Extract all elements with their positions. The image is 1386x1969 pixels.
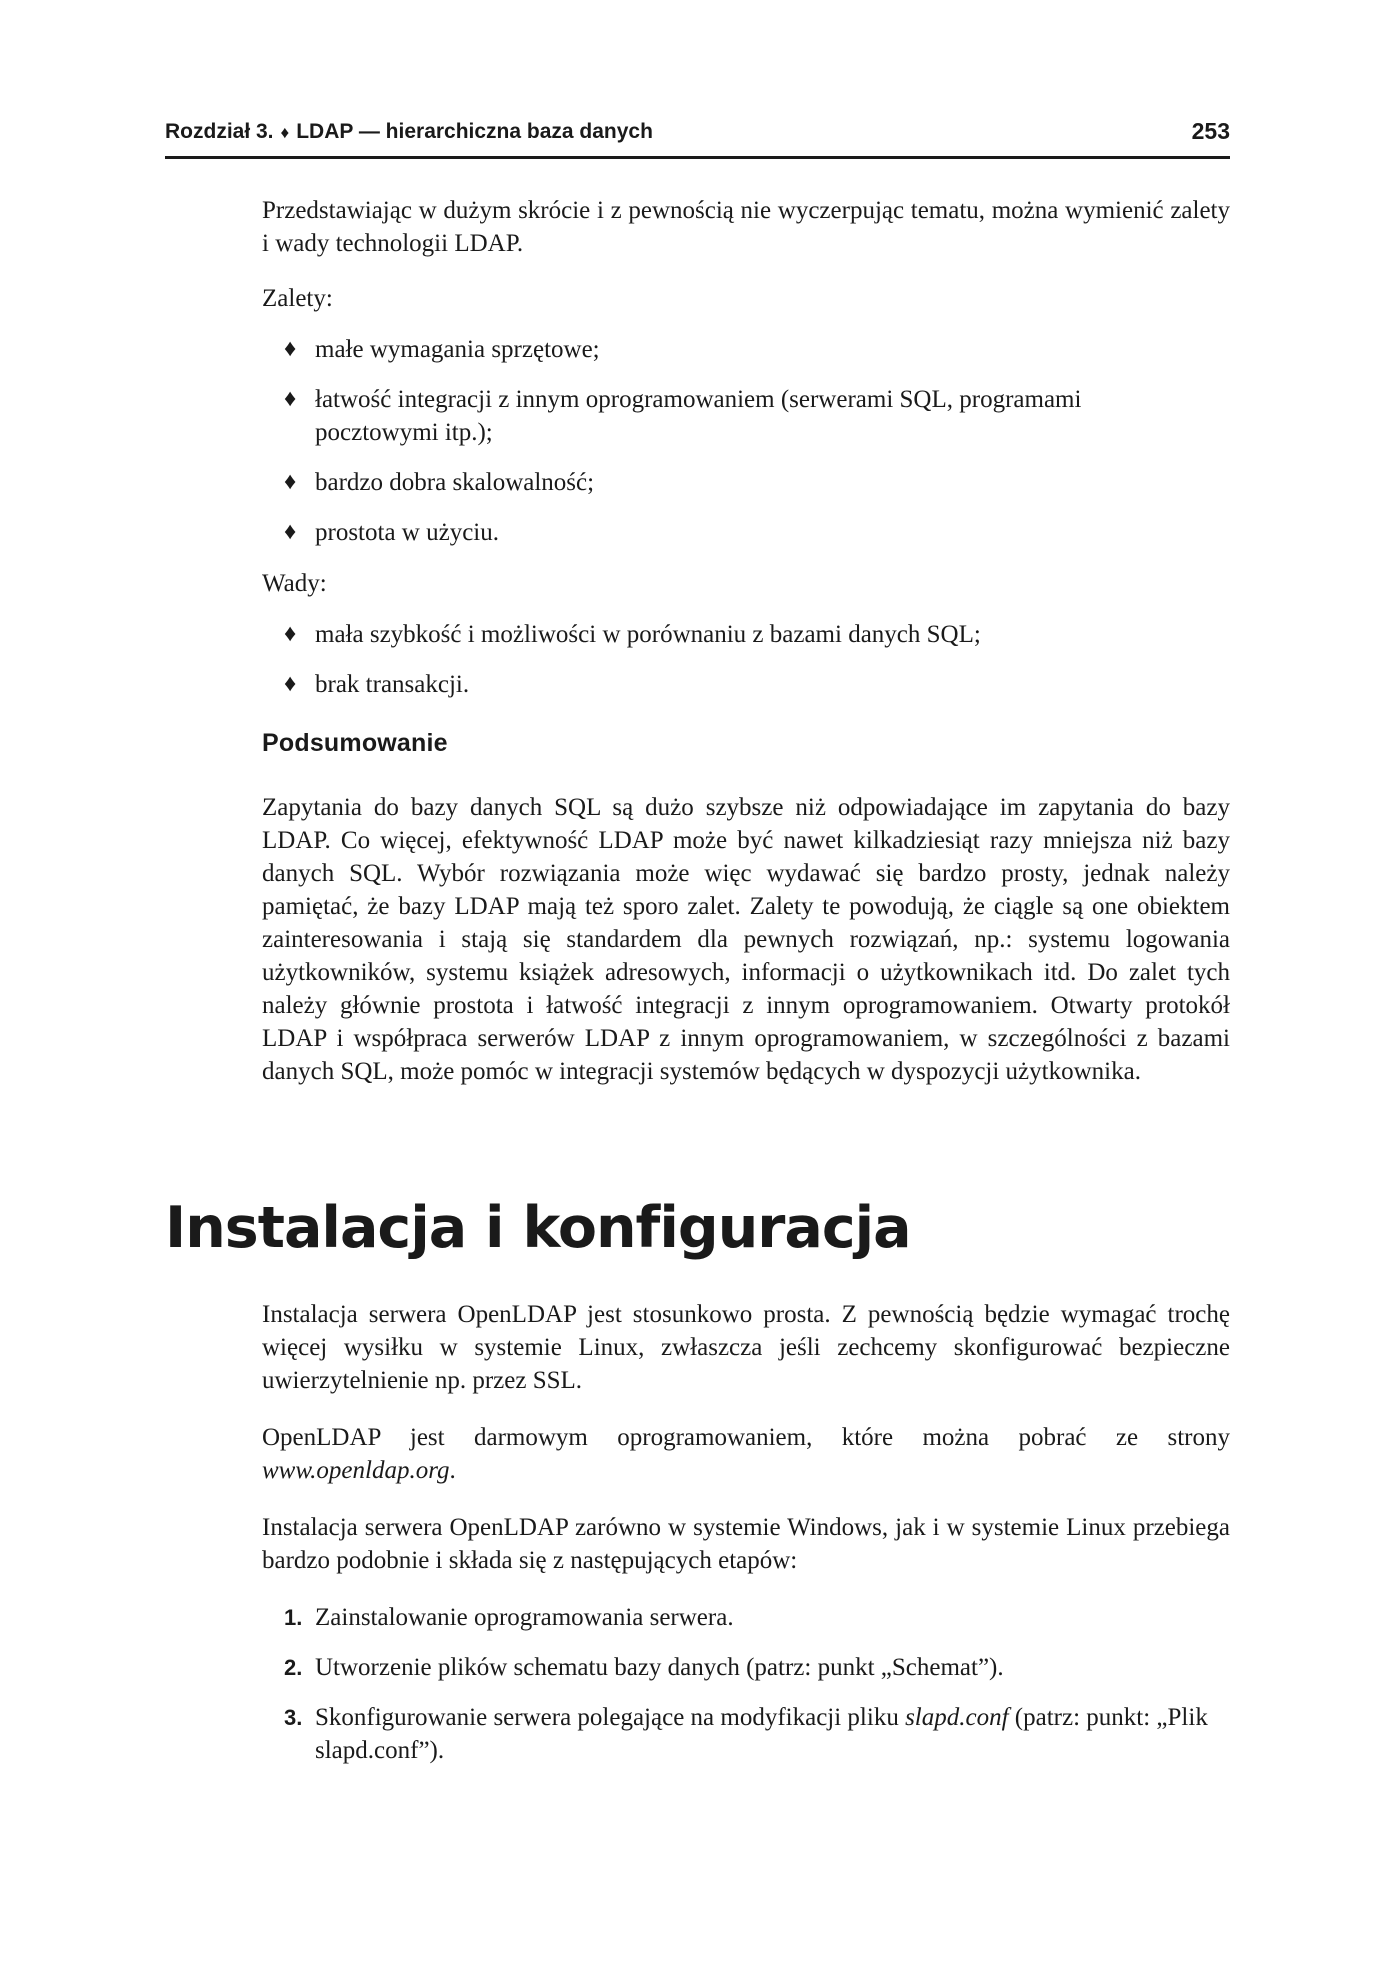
list-item: ♦ mała szybkość i możliwości w porównaniu z bazami danych SQL; bbox=[262, 618, 1230, 651]
pros-label: Zalety: bbox=[262, 285, 333, 312]
list-item: ♦ łatwość integracji z innym oprogramowaniem (serwerami SQL, programami pocztowymi itp.); bbox=[262, 383, 1230, 449]
filename-italic: slapd.conf bbox=[905, 1704, 1009, 1731]
cons-label: Wady: bbox=[262, 570, 327, 597]
openldap-url: www.openldap.org bbox=[262, 1457, 450, 1484]
list-item: 1. Zainstalowanie oprogramowania serwera. bbox=[262, 1601, 1230, 1634]
list-item: ♦ bardzo dobra skalowalność; bbox=[262, 466, 1230, 499]
install-paragraph-3: Instalacja serwera OpenLDAP zarówno w systemie Windows, jak i w systemie Linux przebiega bardzo podobnie i składa się z następujących etapów: bbox=[262, 1514, 1230, 1574]
list-item: ♦ małe wymagania sprzętowe; bbox=[262, 333, 1230, 366]
diamond-bullet-icon: ♦ bbox=[284, 386, 297, 412]
diamond-bullet-icon: ♦ bbox=[284, 519, 297, 545]
diamond-separator-icon: ♦ bbox=[280, 123, 290, 142]
running-header bbox=[165, 116, 1230, 159]
list-item: 3. Skonfigurowanie serwera polegające na modyfikacji pliku slapd.conf (patrz: punkt: „Plik slapd.conf”). bbox=[262, 1701, 1230, 1767]
step-number: 3. bbox=[284, 1705, 303, 1730]
cons-list bbox=[262, 618, 1230, 701]
summary-heading: Podsumowanie bbox=[262, 729, 448, 757]
intro-paragraph: Przedstawiając w dużym skrócie i z pewnością nie wyczerpując tematu, można wymienić zalety i wady technologii LDAP. bbox=[262, 197, 1230, 257]
installation-text-block bbox=[262, 1298, 1230, 1784]
diamond-bullet-icon: ♦ bbox=[284, 469, 297, 495]
install-paragraph-1: Instalacja serwera OpenLDAP jest stosunkowo prosta. Z pewnością będzie wymagać trochę więcej wysiłku w systemie Linux, zwłaszcza jeśli zechcemy skonfigurować bezpieczne uwierzytelnienie np. przez SSL. bbox=[262, 1301, 1230, 1394]
step-number: 1. bbox=[284, 1605, 303, 1630]
diamond-bullet-icon: ♦ bbox=[284, 621, 297, 647]
list-item: 2. Utworzenie plików schematu bazy danych (patrz: punkt „Schemat”). bbox=[262, 1651, 1230, 1684]
main-text-block bbox=[262, 194, 1230, 1110]
chapter-label: Rozdział 3. ♦ LDAP — hierarchiczna baza danych bbox=[165, 120, 653, 143]
diamond-bullet-icon: ♦ bbox=[284, 336, 297, 362]
list-item: ♦ brak transakcji. bbox=[262, 668, 1230, 701]
summary-paragraph: Zapytania do bazy danych SQL są dużo szybsze niż odpowiadające im zapytania do bazy LDAP. Co więcej, efektywność LDAP może być nawet kilkadziesiąt razy mniejsza niż bazy danych SQL. Wybór rozwiązania może więc wydawać się bardzo prosty, jednak należy pamiętać, że bazy LDAP mają też sporo zalet. Zalety te powodują, że ciągle są one obiektem zainteresowania i stają się standardem dla pewnych rozwiązań, np.: systemu logowania użytkowników, systemu książek adresowych, informacji o użytkownikach itd. Do zalet tych należy głównie prostota i łatwość integracji z innym oprogramowaniem. Otwarty protokół LDAP i współpraca serwerów LDAP z innym oprogramowaniem, w szczególności z bazami danych SQL, może pomóc w integracji systemów będących w dyspozycji użytkownika. bbox=[262, 794, 1230, 1085]
section-title: Instalacja i konfiguracja bbox=[165, 1195, 911, 1261]
chapter-title-label: LDAP — hierarchiczna baza danych bbox=[296, 120, 653, 143]
step-number: 2. bbox=[284, 1655, 303, 1680]
pros-list bbox=[262, 333, 1230, 549]
page-number: 253 bbox=[1191, 118, 1230, 144]
diamond-bullet-icon: ♦ bbox=[284, 671, 297, 697]
list-item: ♦ prostota w użyciu. bbox=[262, 516, 1230, 549]
install-steps-list bbox=[262, 1601, 1230, 1767]
install-paragraph-2: OpenLDAP jest darmowym oprogramowaniem, które można pobrać ze strony www.openldap.org. bbox=[262, 1424, 1230, 1484]
